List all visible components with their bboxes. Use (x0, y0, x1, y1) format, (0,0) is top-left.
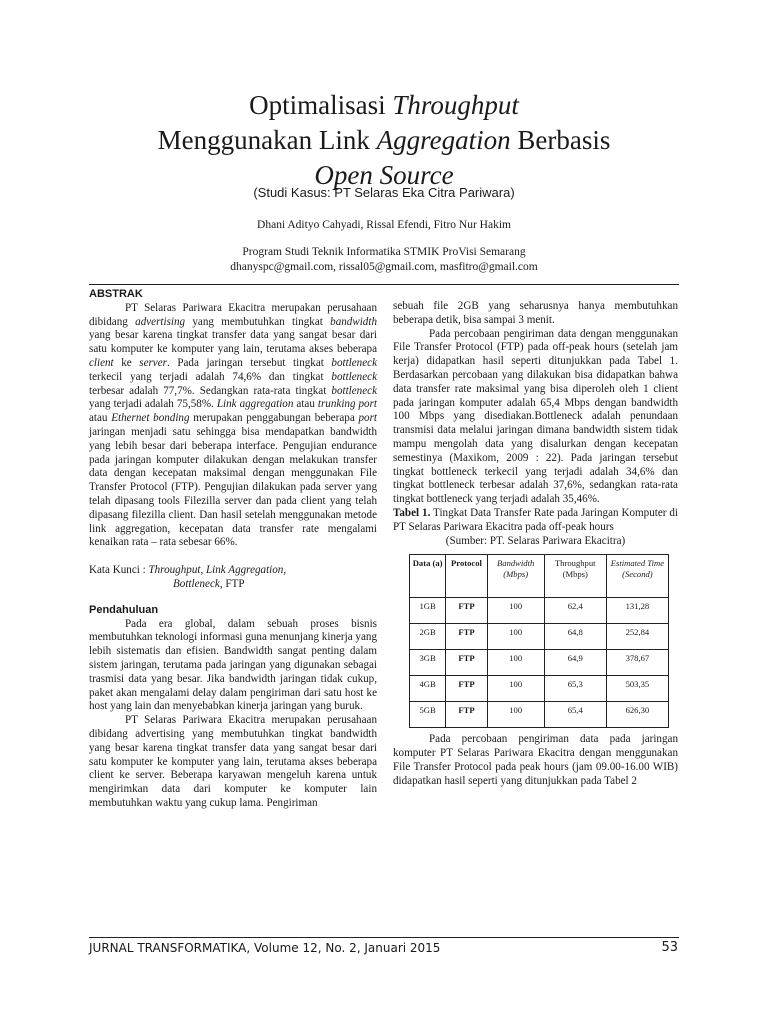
right-paragraph-1: Pada percobaan pengiriman data dengan menggunakan File Transfer Protocol (FTP) pada off-peak hours (setelah jam kerja) didapatkan hasil seperti ditunjukkan pada Tabel 1. Berdasarkan percobaan yang dilakukan bisa didapatkan bahwa data transfer rate maksimal yang bisa diperoleh oleh 1 client pada jaringan komputer adalah 65,4 Mbps dengan bandwidth 100 Mbps yang disediakan.Bottleneck adalah penundaan transmisi data melalui jaringan dimana bandwidth sistem tidak mampu mengolah data yang disalurkan dengan kecepatan semestinya (Maxikom, 2009 : 22). Pada jaringan tersebut tingkat bottleneck terkecil yang terjadi adalah 34,6% dan tingkat bottleneck terbesar adalah 37,6%, sedangkan rata-rata tingkat bottleneck yang terjadi adalah 35,46%. (393, 327, 678, 506)
table-cell: 100 (487, 650, 544, 676)
journal-footer: JURNAL TRANSFORMATIKA, Volume 12, No. 2, Januari 2015 (89, 941, 441, 955)
header-rule (89, 284, 679, 285)
table-cell: 131,28 (606, 598, 668, 624)
keywords: Kata Kunci : Throughput, Link Aggregation, (89, 564, 287, 577)
table-cell: 503,35 (606, 676, 668, 702)
table-row (410, 650, 669, 676)
paper-subtitle: (Studi Kasus: PT Selaras Eka Citra Pariwara) (253, 185, 515, 200)
data-table (409, 554, 669, 728)
table-cell: 3GB (410, 650, 446, 676)
intro-paragraph-1: Pada era global, dalam sebuah proses bisnis membutuhkan teknologi informasi guna menunjang kinerja yang lebih sistematis dan efisien. Bandwidth sangat penting dalam sistem jaringan, terutama pada jaringan yang digunakan sebagai trasmisi data yang besar. Jika bandwidth jaringan tidak cukup, paket akan mengalami delay dalam pengiriman dari satu host ke host yang lain dan menyebabkan kinerja jaringan yang buruk. (89, 617, 377, 713)
table-cell: 65,3 (544, 676, 606, 702)
th-data: Data (a) (410, 555, 446, 598)
paper-title: Optimalisasi Throughput Menggunakan Link Aggregation Berbasis Open Source (157, 90, 611, 190)
table-cell: 64,8 (544, 624, 606, 650)
table-cell: 65,4 (544, 702, 606, 728)
table-cell: FTP (446, 598, 487, 624)
table-cell: 100 (487, 702, 544, 728)
table-cell: 64,9 (544, 650, 606, 676)
left-column (89, 288, 377, 811)
table-cell: 2GB (410, 624, 446, 650)
th-throughput: Throughput (Mbps) (544, 555, 606, 598)
authors: Dhani Adityo Cahyadi, Rissal Efendi, Fitro Nur Hakim (257, 219, 511, 231)
keywords-cont: Bottleneck, FTP (173, 577, 245, 590)
table-cell: FTP (446, 650, 487, 676)
right-paragraph-0: sebuah file 2GB yang seharusnya hanya membutuhkan beberapa detik, bisa sampai 3 menit. (393, 300, 678, 326)
intro-heading: Pendahuluan (89, 603, 159, 616)
page-number: 53 (661, 940, 678, 955)
th-time: Estimated Time (Second) (606, 555, 668, 598)
table-caption: Tabel 1. Tingkat Data Transfer Rate pada Jaringan Komputer di PT Selaras Pariwara Ekacitra pada off-peak hours (393, 506, 678, 533)
table-cell: 252,84 (606, 624, 668, 650)
table-row (410, 624, 669, 650)
right-paragraph-2: Pada percobaan pengiriman data pada jaringan komputer PT Selaras Pariwara Ekacitra dengan menggunakan File Transfer Protocol pada peak hours (jam 09.00-16.00 WIB) didapatkan hasil seperti yang ditunjukkan pada Tabel 2 (393, 733, 678, 787)
table-cell: 626,30 (606, 702, 668, 728)
th-protocol: Protocol (446, 555, 487, 598)
abstract-heading: ABSTRAK (89, 288, 143, 300)
affiliation: Program Studi Teknik Informatika STMIK ProVisi Semarang dhanyspc@gmail.com, rissal05@gmail.com, masfitro@gmail.com (230, 246, 538, 273)
table-cell: 5GB (410, 702, 446, 728)
table-row (410, 676, 669, 702)
intro-paragraph-2: PT Selaras Pariwara Ekacitra merupakan perusahaan dibidang advertising yang membutuhkan tingkat bandwidth yang besar karena tingkat transfer data yang sangat besar dari satu komputer ke komputer yang lain, terutama akses beberapa client ke server. Beberapa karyawan mengeluh karena untuk mengirimkan data dari komputer ke komputer lain membutuhkan waktu yang cukup lama. Pengiriman (89, 714, 377, 809)
table-cell: 100 (487, 676, 544, 702)
table-cell: 100 (487, 624, 544, 650)
table-cell: 62,4 (544, 598, 606, 624)
table-cell: FTP (446, 702, 487, 728)
table-cell: 1GB (410, 598, 446, 624)
abstract-paragraph: PT Selaras Pariwara Ekacitra merupakan perusahaan dibidang advertising yang membutuhkan tingkat bandwidth yang besar karena tingkat transfer data yang sangat besar dari satu komputer ke komputer yang lain, terutama akses beberapa client ke server. Pada jaringan tersebut tingkat bottleneck terkecil yang terjadi adalah 74,6% dan tingkat bottleneck terbesar adalah 77,7%. Sedangkan rata-rata tingkat bottleneck yang terjadi adalah 75,58%. Link aggregation atau trunking port atau Ethernet bonding merupakan penggabungan beberapa port jaringan menjadi satu sehingga bisa mendapatkan bandwidth yang lebih besar dari beberapa interface. Pengujian endurance pada jaringan komputer dilakukan dengan melakukan transfer data dengan kecepatan maksimal dengan menggunakan File Transfer Protocol (FTP). Pengujian dilakukan pada server yang telah dipasang tools Filezilla server dan pada client yang telah dipasang filezilla client. Dan hasil setelah menggunakan metode link aggregation, kecepatan data transfer rate mengalami kenaikan rata – rata sebesar 66%. (89, 301, 377, 549)
table-header-row (410, 555, 669, 598)
table-row (410, 598, 669, 624)
table-cell: 4GB (410, 676, 446, 702)
table-source: (Sumber: PT. Selaras Pariwara Ekacitra) (445, 534, 626, 547)
footer-rule (89, 937, 679, 938)
table-cell: 100 (487, 598, 544, 624)
table-row (410, 702, 669, 728)
right-column (393, 300, 678, 789)
table-cell: FTP (446, 624, 487, 650)
th-bandwidth: Bandwidth (Mbps) (487, 555, 544, 598)
table-cell: 378,67 (606, 650, 668, 676)
table-cell: FTP (446, 676, 487, 702)
